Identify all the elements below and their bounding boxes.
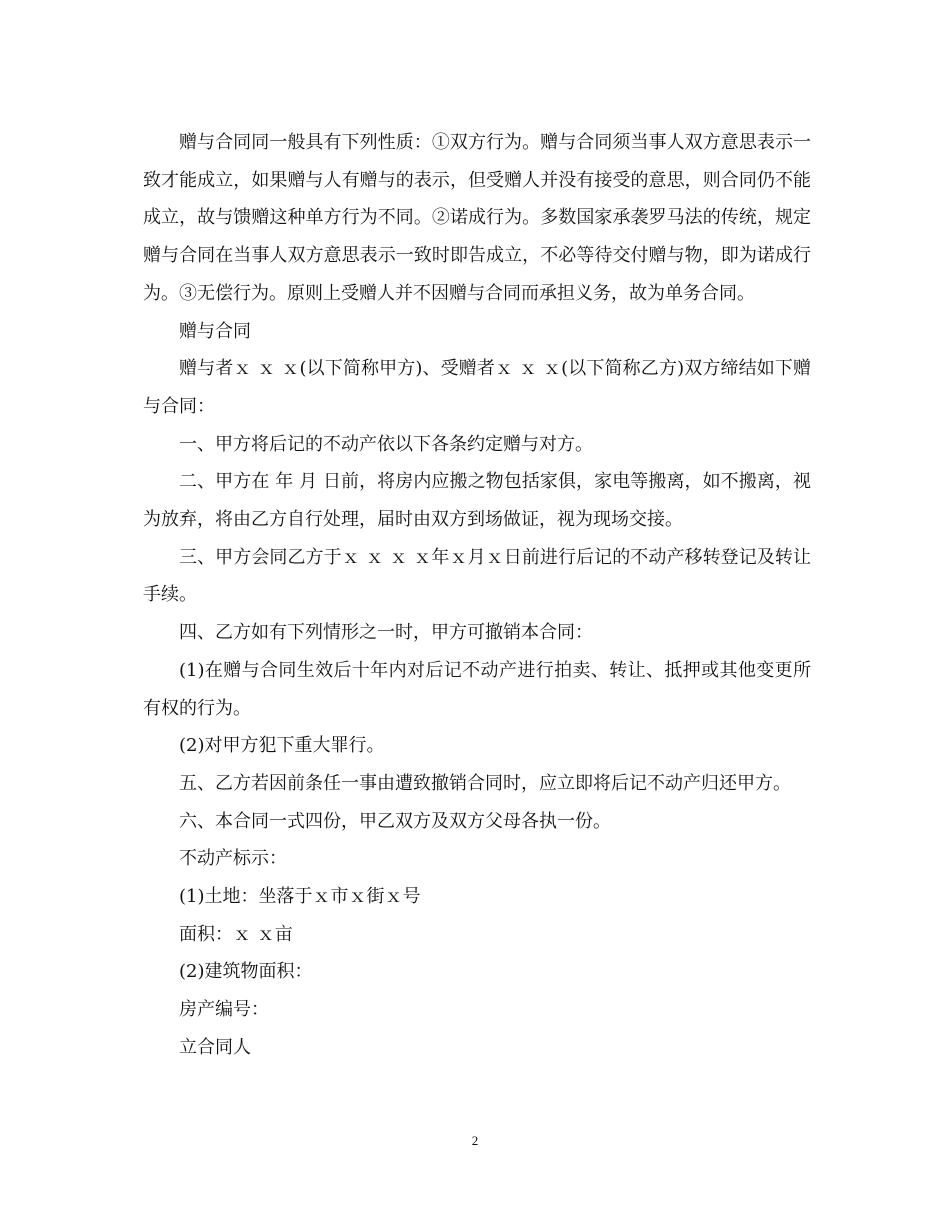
document-body xyxy=(143,124,811,1067)
clause-1: 一、甲方将后记的不动产依以下各条约定赠与对方。 xyxy=(179,433,593,455)
clause-3: 三、甲方会同乙方于ｘ ｘ ｘ ｘ年ｘ月ｘ日前进行后记的不动产移转登记及转让手续。 xyxy=(143,546,811,606)
clause-4-item-1: (1)在赠与合同生效后十年内对后记不动产进行拍卖、转让、抵押或其他变更所有权的行为。 xyxy=(143,659,811,719)
page-number: 2 xyxy=(471,1133,479,1148)
property-label: 不动产标示： xyxy=(179,848,287,870)
clause-4: 四、乙方如有下列情形之一时，甲方可撤销本合同： xyxy=(179,622,593,644)
clause-2: 二、甲方在 年 月 日前，将房内应搬之物包括家俱，家电等搬离，如不搬离，视为放弃，将由乙方自行处理，届时由双方到场做证，视为现场交接。 xyxy=(143,471,811,531)
property-area: 面积：ｘ ｘ亩 xyxy=(179,923,293,945)
clause-5: 五、乙方若因前条任一事由遭致撤销合同时，应立即将后记不动产归还甲方。 xyxy=(179,772,791,794)
contract-heading: 赠与合同 xyxy=(179,320,251,342)
property-land: (1)土地：坐落于ｘ市ｘ街ｘ号 xyxy=(179,886,421,908)
clause-4-item-2: (2)对甲方犯下重大罪行。 xyxy=(179,735,385,757)
paragraph-parties: 赠与者ｘ ｘ ｘ(以下简称甲方)、受赠者ｘ ｘ ｘ(以下简称乙方)双方缔结如下赠与合同： xyxy=(143,358,811,417)
clause-6: 六、本合同一式四份，甲乙双方及双方父母各执一份。 xyxy=(179,810,611,832)
property-building-area: (2)建筑物面积： xyxy=(179,961,313,983)
property-number: 房产编号： xyxy=(179,999,269,1021)
signatory-label: 立合同人 xyxy=(179,1036,251,1058)
paragraph-nature: 赠与合同同一般具有下列性质：①双方行为。赠与合同须当事人双方意思表示一致才能成立，如果赠与人有赠与的表示，但受赠人并没有接受的意思，则合同仍不能成立，故与馈赠这种单方行为不同。②诺成行为。多数国家承袭罗马法的传统，规定赠与合同在当事人双方意思表示一致时即告成立，不必等待交付赠与物，即为诺成行为。③无偿行为。原则上受赠人并不因赠与合同而承担义务，故为单务合同。 xyxy=(143,132,811,304)
